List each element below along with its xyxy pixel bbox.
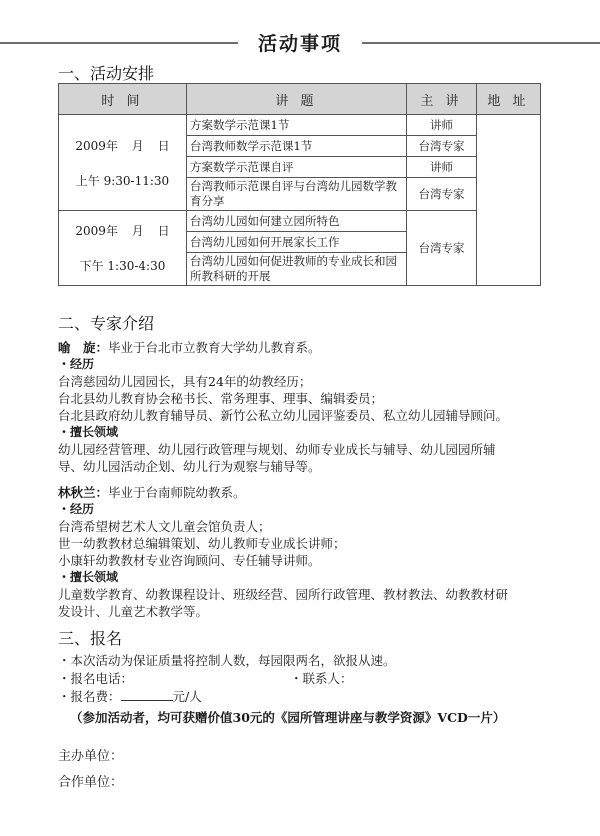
fee-blank [121,688,173,701]
experience-line: 世一幼教教材总编辑策划、幼儿教师专业成长讲师； [58,536,346,551]
title-rule-right [362,42,600,44]
experience-line: 台北县幼儿教育协会秘书长、常务理事、理事、编辑委员； [58,391,384,406]
expertise-label: ・擅长领域 [58,425,119,439]
header-speaker: 主 讲 [407,84,477,115]
topic-cell: 台湾教师示范课自评与台湾幼儿园数学教育分享 [187,178,407,211]
speaker-cell: 台湾专家 [407,178,477,211]
table-row [59,211,541,232]
experience-line: 台北县政府幼儿教育辅导员、新竹公私立幼儿园评鉴委员、私立幼儿园辅导顾问。 [58,408,509,423]
table-header-row [59,84,541,115]
expert-name: 喻 旋： [58,340,109,355]
topic-cell: 台湾教师数学示范课1节 [187,136,407,157]
header-topic: 讲 题 [187,84,407,115]
speaker-cell: 讲师 [407,115,477,136]
header-location: 地 址 [477,84,541,115]
speaker-cell: 台湾专家 [407,136,477,157]
topic-cell: 方案数学示范课1节 [187,115,407,136]
morning-slot: 上午 9:30-11:30 [75,173,170,188]
experience-line: 小康轩幼教教材专业咨询顾问、专任辅导讲师。 [58,553,321,568]
expert-intro: 毕业于台南师院幼教系。 [108,485,246,500]
host-label: 主办单位： [58,749,124,764]
fee-row [58,688,202,705]
topic-cell: 台湾幼儿园如何建立园所特色 [187,211,407,232]
fee-unit: 元/人 [172,689,202,704]
expertise-line: 儿童数学教育、幼教课程设计、班级经营、园所行政管理、教材教法、幼教教材研 [58,587,509,602]
afternoon-date: 2009年 月 日 [75,224,170,238]
schedule-table [58,83,541,286]
title-rule-left [0,42,238,44]
section-heading-schedule: 一、活动安排 [58,64,155,83]
topic-cell: 台湾幼儿园如何开展家长工作 [187,232,407,253]
gift-note: （参加活动者，均可获赠价值30元的《园所管理讲座与教学资源》VCD一片） [70,710,506,725]
topic-cell: 方案数学示范课自评 [187,157,407,178]
afternoon-slot: 下午 1:30-4:30 [79,259,166,273]
section-heading-experts: 二、专家介绍 [58,314,155,333]
experience-label: ・经历 [58,357,95,371]
header-time: 时 间 [59,84,187,115]
fee-label: ・报名费： [58,689,121,704]
expertise-line: 导、幼儿园活动企划、幼儿行为观察与辅导等。 [58,459,321,474]
expert-name: 林秋兰： [58,485,109,500]
expertise-line: 幼儿园经营管理、幼儿园行政管理与规划、幼师专业成长与辅导、幼儿园园所辅 [58,442,496,457]
location-cell [477,115,541,286]
expertise-label: ・擅长领域 [58,570,119,584]
afternoon-time-cell [59,211,187,286]
table-row [59,115,541,136]
expert-block-2 [58,484,558,620]
phone-label: ・报名电话： [58,671,134,686]
contact-label: ・联系人： [290,671,353,686]
page-title: 活动事项 [257,33,342,55]
section-heading-registration: 三、报名 [58,629,123,648]
expertise-line: 发设计、儿童艺术教学等。 [58,604,209,619]
co-organizer-label: 合作单位： [58,775,124,790]
topic-cell: 台湾幼儿园如何促进教师的专业成长和园所教科研的开展 [187,253,407,286]
speaker-cell: 台湾专家 [407,211,477,286]
expert-intro: 毕业于台北市立教育大学幼儿教育系。 [108,340,321,355]
experience-label: ・经历 [58,502,95,516]
morning-date: 2009年 月 日 [75,138,170,153]
expert-block-1 [58,339,558,475]
registration-note-line: ・本次活动为保证质量将控制人数，每园限两名，欲报从速。 [58,653,396,668]
speaker-cell: 讲师 [407,157,477,178]
morning-time-cell [59,115,187,211]
experience-line: 台湾慈园幼儿园园长，具有24年的幼教经历； [58,374,312,389]
experience-line: 台湾希望树艺术人文儿童会馆负责人； [58,519,271,534]
